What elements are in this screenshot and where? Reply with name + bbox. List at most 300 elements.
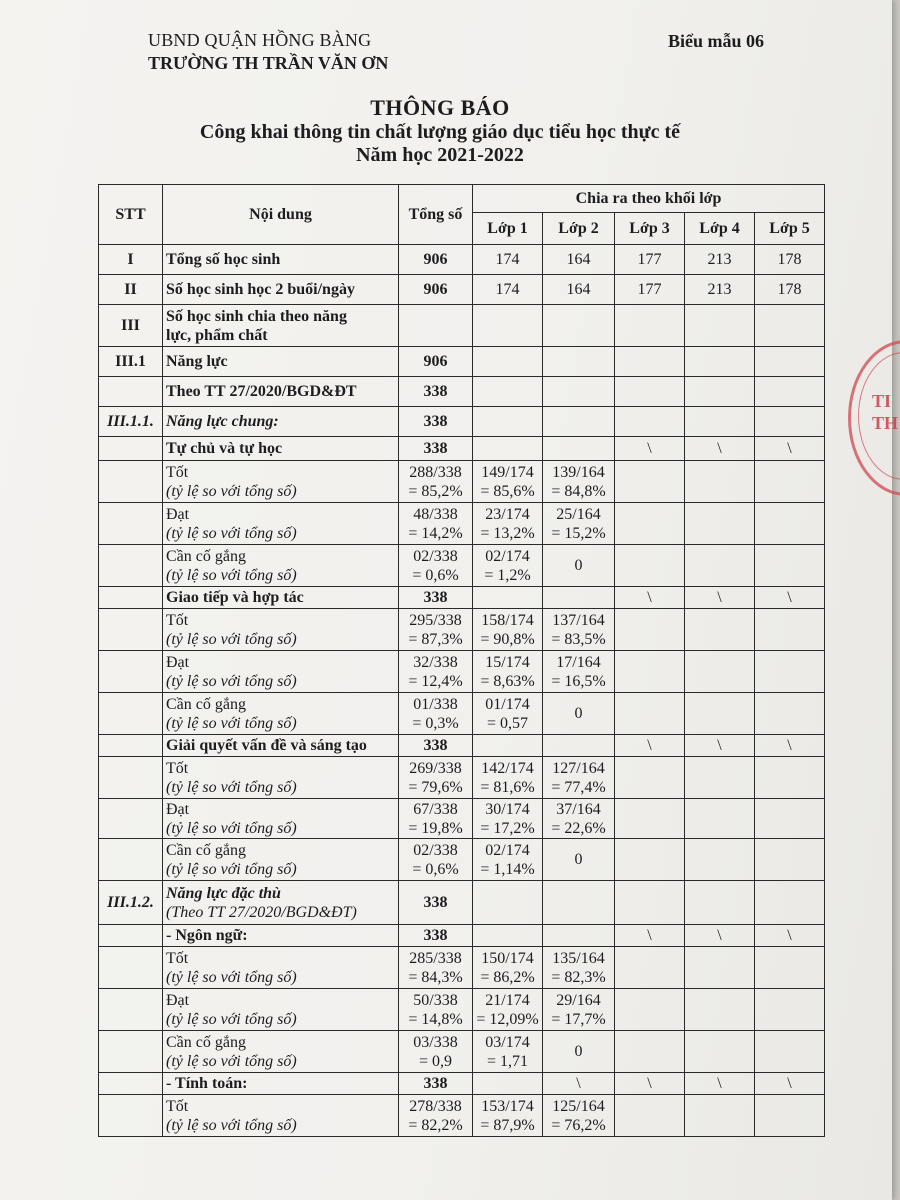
content-cell xyxy=(163,245,399,275)
grade-4-cell: \ xyxy=(685,925,755,947)
ratio-line: 01/174 xyxy=(485,695,530,713)
stt-cell: III xyxy=(99,305,163,347)
total-cell xyxy=(399,651,473,693)
content-line: (tỷ lệ so với tổng số) xyxy=(166,1052,297,1070)
stt-cell xyxy=(99,947,163,989)
ratio-line: 30/174 xyxy=(485,800,530,818)
ratio-line: = 82,2% xyxy=(408,1116,463,1134)
ratio-line: = 1,2% xyxy=(484,566,531,584)
content-cell xyxy=(163,693,399,735)
content-line: (tỷ lệ so với tổng số) xyxy=(166,524,297,542)
content-line: (Theo TT 27/2020/BGD&ĐT) xyxy=(166,903,357,921)
header-content: Nội dung xyxy=(163,185,399,245)
grade-2-cell xyxy=(543,437,615,461)
grade-2-cell: \ xyxy=(543,1073,615,1095)
grade-5-cell xyxy=(755,693,825,735)
stt-cell xyxy=(99,989,163,1031)
ratio-line: 21/174 xyxy=(485,991,530,1009)
content-line: Tự chủ và tự học xyxy=(166,440,283,457)
stt-cell xyxy=(99,799,163,839)
grade-4-cell xyxy=(685,989,755,1031)
grade-4-cell xyxy=(685,947,755,989)
content-cell xyxy=(163,305,399,347)
stt-cell xyxy=(99,757,163,799)
table-row xyxy=(99,407,825,437)
header-stt: STT xyxy=(99,185,163,245)
table-row xyxy=(99,925,825,947)
grade-3-cell xyxy=(615,799,685,839)
grade-5-cell xyxy=(755,305,825,347)
grade-3-cell xyxy=(615,651,685,693)
content-line: (tỷ lệ so với tổng số) xyxy=(166,1116,297,1134)
total-cell xyxy=(399,305,473,347)
grade-5-cell: \ xyxy=(755,587,825,609)
total-cell xyxy=(399,989,473,1031)
grade-3-cell: \ xyxy=(615,437,685,461)
ratio-line: = 0,57 xyxy=(486,714,529,732)
ratio-line: 29/164 xyxy=(556,991,601,1009)
grade-3-cell xyxy=(615,461,685,503)
ratio-line: 02/338 xyxy=(413,547,458,565)
grade-3-cell xyxy=(615,989,685,1031)
content-line: Năng lực chung: xyxy=(166,413,279,430)
content-line: (tỷ lệ so với tổng số) xyxy=(166,672,297,690)
content-line: Năng lực đặc thù xyxy=(166,884,281,902)
content-cell xyxy=(163,735,399,757)
grade-3-cell: \ xyxy=(615,587,685,609)
grade-2-cell: 0 xyxy=(543,693,615,735)
ratio-line: 03/338 xyxy=(413,1033,458,1051)
grade-1-cell xyxy=(473,1095,543,1137)
total-cell xyxy=(399,1031,473,1073)
content-cell xyxy=(163,1031,399,1073)
ratio-line: 278/338 xyxy=(409,1097,462,1115)
grade-4-cell: 213 xyxy=(685,275,755,305)
grade-5-cell xyxy=(755,651,825,693)
stt-cell xyxy=(99,503,163,545)
ratio-line: = 86,2% xyxy=(480,968,535,986)
total-cell xyxy=(399,947,473,989)
grade-1-cell xyxy=(473,305,543,347)
table-row xyxy=(99,377,825,407)
content-line: Tổng số học sinh xyxy=(166,251,281,268)
content-line: Cần cố gắng xyxy=(166,1033,246,1051)
grade-2-cell xyxy=(543,587,615,609)
ratio-line: = 14,8% xyxy=(408,1010,463,1028)
total-cell: 338 xyxy=(399,407,473,437)
content-line: (tỷ lệ so với tổng số) xyxy=(166,778,297,796)
grade-3-cell xyxy=(615,881,685,925)
form-number: Biểu mẫu 06 xyxy=(668,31,765,51)
total-cell xyxy=(399,757,473,799)
grade-4-cell: \ xyxy=(685,587,755,609)
ratio-line: 149/174 xyxy=(481,463,534,481)
grade-4-cell xyxy=(685,757,755,799)
ratio-line: = 87,3% xyxy=(408,630,463,648)
stt-cell xyxy=(99,609,163,651)
grade-3-cell: \ xyxy=(615,1073,685,1095)
grade-5-cell: \ xyxy=(755,437,825,461)
content-line: Tốt xyxy=(166,759,189,777)
header-grade-5: Lớp 5 xyxy=(755,213,825,245)
grade-1-cell xyxy=(473,377,543,407)
grade-3-cell xyxy=(615,609,685,651)
ratio-line: = 0,6% xyxy=(412,860,459,878)
ratio-line: 02/174 xyxy=(485,547,530,565)
ratio-line: = 85,6% xyxy=(480,482,535,500)
grade-1-cell xyxy=(473,925,543,947)
ratio-line: = 13,2% xyxy=(480,524,535,542)
content-cell xyxy=(163,461,399,503)
ratio-line: = 15,2% xyxy=(551,524,606,542)
district-name: UBND QUẬN HỒNG BÀNG xyxy=(148,30,372,50)
ratio-line: = 79,6% xyxy=(408,778,463,796)
grade-1-cell xyxy=(473,839,543,881)
grade-4-cell: \ xyxy=(685,1073,755,1095)
table-row xyxy=(99,461,825,503)
grade-1-cell xyxy=(473,437,543,461)
grade-2-cell: 164 xyxy=(543,245,615,275)
grade-4-cell xyxy=(685,305,755,347)
table-row xyxy=(99,1095,825,1137)
stt-cell xyxy=(99,735,163,757)
table-body xyxy=(99,245,825,1137)
content-cell xyxy=(163,947,399,989)
total-cell xyxy=(399,693,473,735)
title-block xyxy=(0,95,880,167)
total-cell xyxy=(399,545,473,587)
grade-1-cell xyxy=(473,1031,543,1073)
stt-cell: III.1.2. xyxy=(99,881,163,925)
total-cell xyxy=(399,839,473,881)
grade-2-cell: 164 xyxy=(543,275,615,305)
content-line: Đạt xyxy=(166,991,190,1009)
stt-cell: I xyxy=(99,245,163,275)
grade-4-cell xyxy=(685,881,755,925)
grade-1-cell: 174 xyxy=(473,245,543,275)
grade-3-cell xyxy=(615,305,685,347)
header-grade-group: Chia ra theo khối lớp xyxy=(473,185,825,213)
table-row xyxy=(99,1073,825,1095)
table-row xyxy=(99,799,825,839)
table-row xyxy=(99,609,825,651)
grade-5-cell: 178 xyxy=(755,275,825,305)
content-line: Tốt xyxy=(166,463,189,481)
grade-1-cell xyxy=(473,735,543,757)
grade-4-cell xyxy=(685,503,755,545)
ratio-line: = 84,8% xyxy=(551,482,606,500)
ratio-line: = 17,2% xyxy=(480,819,535,837)
content-cell xyxy=(163,347,399,377)
grade-2-cell xyxy=(543,377,615,407)
grade-3-cell xyxy=(615,757,685,799)
content-cell xyxy=(163,989,399,1031)
ratio-line: 153/174 xyxy=(481,1097,534,1115)
ratio-line: 295/338 xyxy=(409,611,462,629)
grade-1-cell xyxy=(473,609,543,651)
ratio-line: = 1,14% xyxy=(480,860,535,878)
ratio-line: = 76,2% xyxy=(551,1116,606,1134)
ratio-line: 288/338 xyxy=(409,463,462,481)
content-line: Đạt xyxy=(166,800,190,818)
grade-2-cell xyxy=(543,735,615,757)
ratio-line: = 82,3% xyxy=(551,968,606,986)
content-line: (tỷ lệ so với tổng số) xyxy=(166,860,297,878)
grade-5-cell xyxy=(755,1031,825,1073)
stt-cell xyxy=(99,377,163,407)
stt-cell xyxy=(99,1031,163,1073)
grade-5-cell xyxy=(755,1095,825,1137)
grade-5-cell: \ xyxy=(755,1073,825,1095)
grade-5-cell xyxy=(755,461,825,503)
ratio-line: 142/174 xyxy=(481,759,534,777)
grade-3-cell xyxy=(615,407,685,437)
content-cell xyxy=(163,799,399,839)
issuer-block xyxy=(148,30,388,74)
grade-2-cell xyxy=(543,305,615,347)
total-cell: 338 xyxy=(399,1073,473,1095)
grade-1-cell xyxy=(473,651,543,693)
total-cell: 338 xyxy=(399,437,473,461)
grade-4-cell xyxy=(685,609,755,651)
table-row xyxy=(99,839,825,881)
grade-5-cell: 178 xyxy=(755,245,825,275)
stt-cell xyxy=(99,587,163,609)
ratio-line: 25/164 xyxy=(556,505,601,523)
table-row xyxy=(99,545,825,587)
grade-5-cell xyxy=(755,839,825,881)
header-grade-2: Lớp 2 xyxy=(543,213,615,245)
total-cell: 906 xyxy=(399,245,473,275)
content-line: (tỷ lệ so với tổng số) xyxy=(166,566,297,584)
grade-2-cell xyxy=(543,757,615,799)
header-grade-3: Lớp 3 xyxy=(615,213,685,245)
content-cell xyxy=(163,839,399,881)
total-cell: 338 xyxy=(399,587,473,609)
grade-4-cell xyxy=(685,799,755,839)
ratio-line: = 22,6% xyxy=(551,819,606,837)
content-cell xyxy=(163,757,399,799)
content-line: Số học sinh chia theo năng xyxy=(166,307,347,325)
ratio-line: 17/164 xyxy=(556,653,601,671)
grade-3-cell xyxy=(615,377,685,407)
grade-1-cell xyxy=(473,757,543,799)
header-grade-4: Lớp 4 xyxy=(685,213,755,245)
ratio-line: = 12,09% xyxy=(476,1010,539,1028)
total-cell: 906 xyxy=(399,275,473,305)
grade-3-cell: \ xyxy=(615,735,685,757)
table-row xyxy=(99,989,825,1031)
ratio-line: 269/338 xyxy=(409,759,462,777)
stt-cell xyxy=(99,1073,163,1095)
grade-5-cell xyxy=(755,407,825,437)
ratio-line: 285/338 xyxy=(409,949,462,967)
total-cell: 338 xyxy=(399,881,473,925)
grade-2-cell xyxy=(543,651,615,693)
grade-4-cell: \ xyxy=(685,735,755,757)
ratio-line: = 0,9 xyxy=(418,1052,453,1070)
ratio-line: 01/338 xyxy=(413,695,458,713)
grade-4-cell xyxy=(685,651,755,693)
grade-3-cell: 177 xyxy=(615,275,685,305)
grade-4-cell: \ xyxy=(685,437,755,461)
ratio-line: = 87,9% xyxy=(480,1116,535,1134)
grade-5-cell xyxy=(755,947,825,989)
stt-cell xyxy=(99,693,163,735)
ratio-line: 67/338 xyxy=(413,800,458,818)
stt-cell xyxy=(99,545,163,587)
table-row xyxy=(99,305,825,347)
ratio-line: 15/174 xyxy=(485,653,530,671)
grade-3-cell xyxy=(615,503,685,545)
total-cell xyxy=(399,503,473,545)
grade-5-cell xyxy=(755,989,825,1031)
total-cell: 906 xyxy=(399,347,473,377)
grade-4-cell xyxy=(685,1095,755,1137)
school-year: Năm học 2021-2022 xyxy=(356,144,524,166)
ratio-line: = 17,7% xyxy=(551,1010,606,1028)
grade-2-cell xyxy=(543,461,615,503)
grade-2-cell xyxy=(543,947,615,989)
content-line: lực, phẩm chất xyxy=(166,326,268,344)
grade-5-cell xyxy=(755,347,825,377)
grade-5-cell: \ xyxy=(755,735,825,757)
content-line: (tỷ lệ so với tổng số) xyxy=(166,819,297,837)
grade-1-cell xyxy=(473,407,543,437)
stt-cell: III.1.1. xyxy=(99,407,163,437)
content-line: Cần cố gắng xyxy=(166,841,246,859)
header-total: Tổng số xyxy=(399,185,473,245)
ratio-line: 150/174 xyxy=(481,949,534,967)
content-line: Đạt xyxy=(166,505,190,523)
ratio-line: 02/338 xyxy=(413,841,458,859)
stt-cell xyxy=(99,651,163,693)
content-line: (tỷ lệ so với tổng số) xyxy=(166,1010,297,1028)
grade-1-cell xyxy=(473,881,543,925)
ratio-line: = 84,3% xyxy=(408,968,463,986)
grade-1-cell xyxy=(473,947,543,989)
ratio-line: 139/164 xyxy=(552,463,605,481)
ratio-line: = 8,63% xyxy=(480,672,535,690)
grade-2-cell xyxy=(543,609,615,651)
table-row xyxy=(99,275,825,305)
grade-2-cell xyxy=(543,925,615,947)
grade-1-cell xyxy=(473,503,543,545)
grade-3-cell: \ xyxy=(615,925,685,947)
grade-2-cell: 0 xyxy=(543,839,615,881)
content-cell xyxy=(163,1095,399,1137)
grade-2-cell xyxy=(543,503,615,545)
ratio-line: = 85,2% xyxy=(408,482,463,500)
grade-1-cell xyxy=(473,461,543,503)
grade-4-cell xyxy=(685,407,755,437)
table-row xyxy=(99,587,825,609)
content-line: Năng lực xyxy=(166,353,228,370)
grade-5-cell xyxy=(755,609,825,651)
total-cell xyxy=(399,799,473,839)
content-line: - Tính toán: xyxy=(166,1075,248,1092)
notice-subtitle: Công khai thông tin chất lượng giáo dục tiểu học thực tế xyxy=(199,121,681,143)
ratio-line: = 1,71 xyxy=(486,1052,529,1070)
ratio-line: = 77,4% xyxy=(551,778,606,796)
grade-4-cell xyxy=(685,1031,755,1073)
grade-1-cell xyxy=(473,545,543,587)
total-cell: 338 xyxy=(399,377,473,407)
grade-1-cell: 174 xyxy=(473,275,543,305)
ratio-line: = 14,2% xyxy=(408,524,463,542)
grade-4-cell xyxy=(685,347,755,377)
grade-1-cell xyxy=(473,799,543,839)
content-line: Giải quyết vấn đề và sáng tạo xyxy=(166,737,367,754)
grade-5-cell xyxy=(755,377,825,407)
ratio-line: 37/164 xyxy=(556,800,601,818)
table-row xyxy=(99,881,825,925)
content-cell xyxy=(163,881,399,925)
ratio-line: 23/174 xyxy=(485,505,530,523)
grade-4-cell xyxy=(685,839,755,881)
grade-2-cell xyxy=(543,347,615,377)
content-line: Cần cố gắng xyxy=(166,547,246,565)
notice-title: THÔNG BÁO xyxy=(370,95,510,120)
content-line: Tốt xyxy=(166,949,189,967)
content-cell xyxy=(163,1073,399,1095)
grade-1-cell xyxy=(473,693,543,735)
table-row xyxy=(99,651,825,693)
grade-5-cell xyxy=(755,881,825,925)
content-line: (tỷ lệ so với tổng số) xyxy=(166,968,297,986)
stt-cell xyxy=(99,461,163,503)
content-line: Theo TT 27/2020/BGD&ĐT xyxy=(166,383,357,400)
content-cell xyxy=(163,407,399,437)
grade-2-cell xyxy=(543,799,615,839)
ratio-line: = 16,5% xyxy=(551,672,606,690)
content-cell xyxy=(163,587,399,609)
content-cell xyxy=(163,651,399,693)
grade-1-cell xyxy=(473,989,543,1031)
content-line: (tỷ lệ so với tổng số) xyxy=(166,714,297,732)
grade-2-cell: 0 xyxy=(543,1031,615,1073)
grade-4-cell xyxy=(685,377,755,407)
grade-3-cell xyxy=(615,1095,685,1137)
ratio-line: 32/338 xyxy=(413,653,458,671)
ratio-line: 50/338 xyxy=(413,991,458,1009)
grade-5-cell xyxy=(755,503,825,545)
grade-4-cell xyxy=(685,545,755,587)
grade-3-cell: 177 xyxy=(615,245,685,275)
total-cell: 338 xyxy=(399,735,473,757)
content-line: Tốt xyxy=(166,611,189,629)
grade-1-cell xyxy=(473,1073,543,1095)
grade-1-cell xyxy=(473,587,543,609)
grade-2-cell: 0 xyxy=(543,545,615,587)
content-cell xyxy=(163,545,399,587)
ratio-line: 135/164 xyxy=(552,949,605,967)
content-line: Đạt xyxy=(166,653,190,671)
content-cell xyxy=(163,503,399,545)
grade-1-cell xyxy=(473,347,543,377)
total-cell xyxy=(399,1095,473,1137)
school-name: TRƯỜNG TH TRẦN VĂN ƠN xyxy=(148,53,389,73)
content-line: Cần cố gắng xyxy=(166,695,246,713)
grade-5-cell xyxy=(755,757,825,799)
total-cell: 338 xyxy=(399,925,473,947)
total-cell xyxy=(399,609,473,651)
content-cell xyxy=(163,437,399,461)
table-row xyxy=(99,693,825,735)
ratio-line: = 90,8% xyxy=(480,630,535,648)
table-row xyxy=(99,1031,825,1073)
content-line: Tốt xyxy=(166,1097,189,1115)
